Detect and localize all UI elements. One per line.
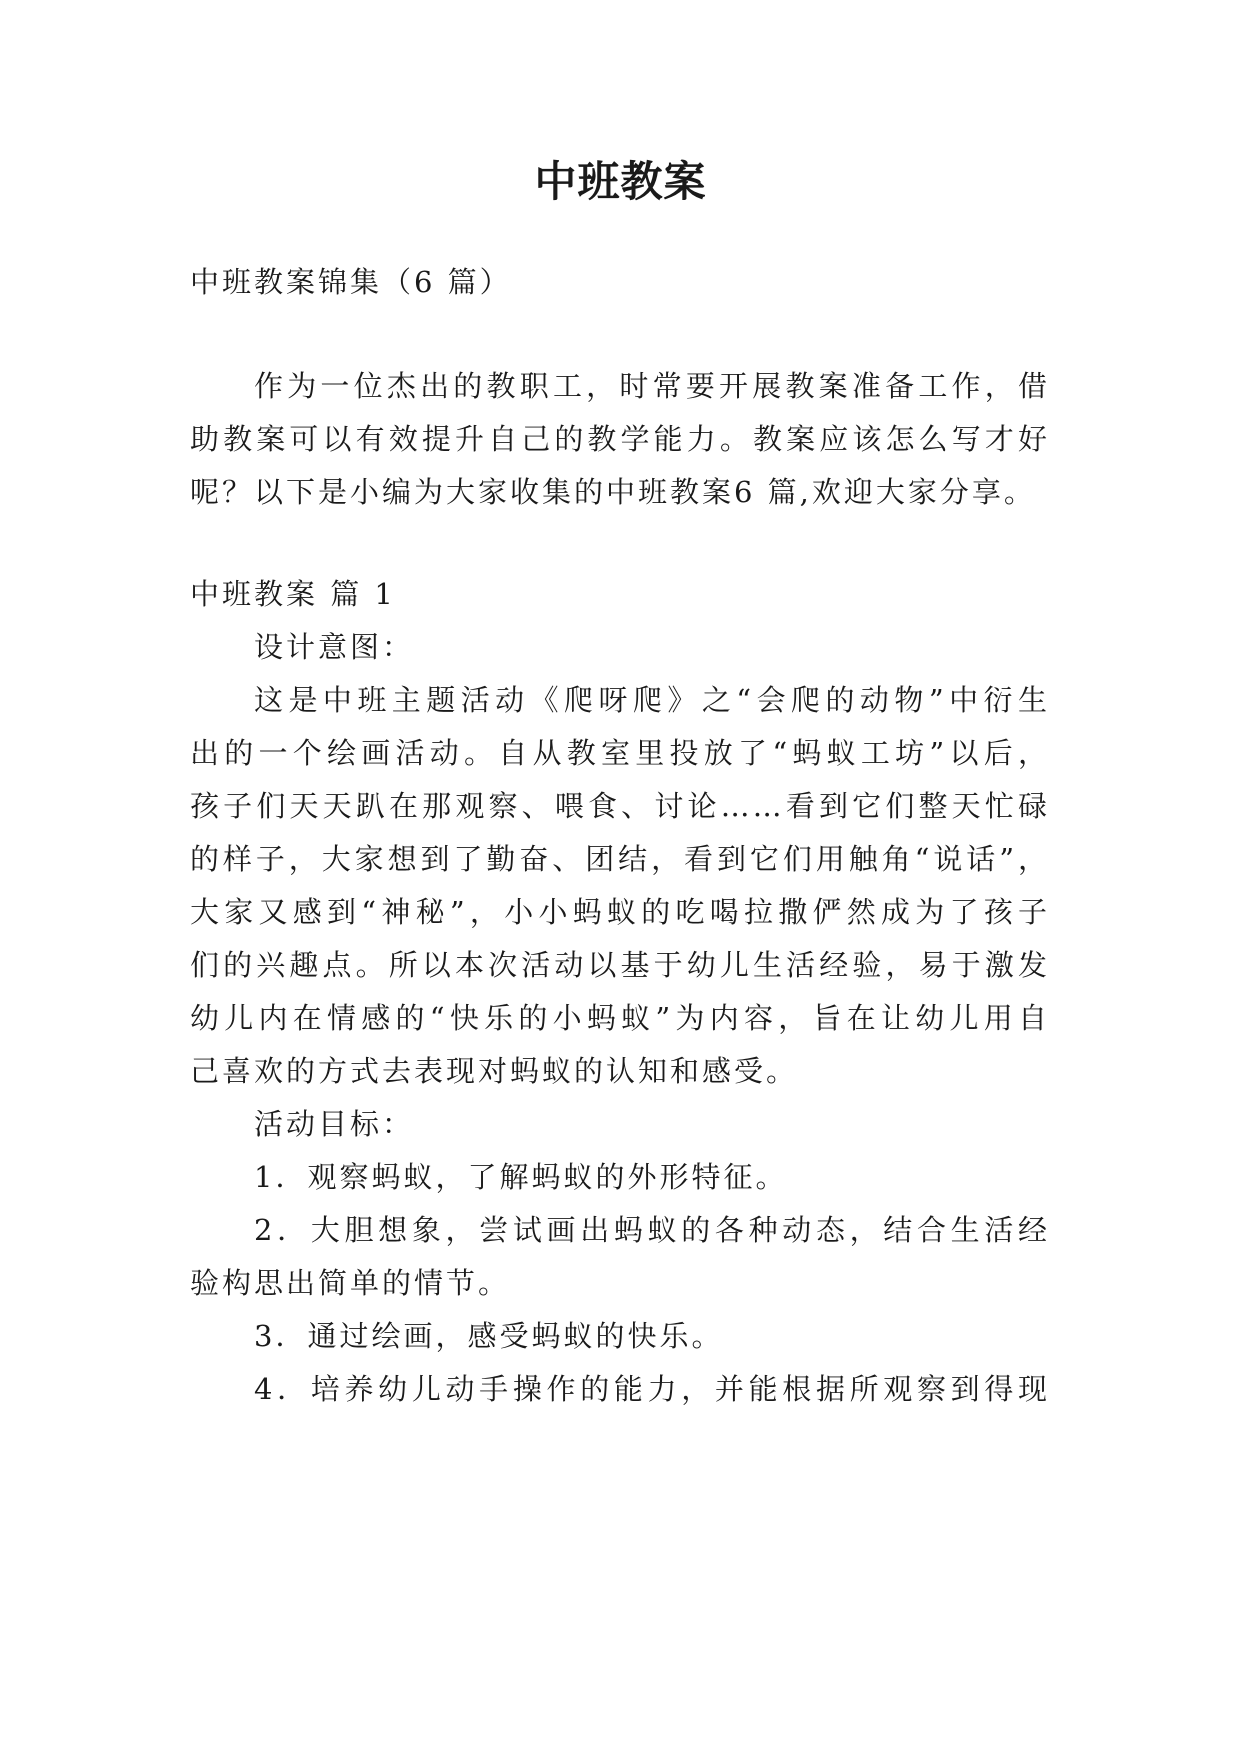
design-intent-line: 大家又感到“神秘”，小小蚂蚁的吃喝拉撒俨然成为了孩子: [190, 895, 1050, 929]
design-intent-line: 出的一个绘画活动。自从教室里投放了“蚂蚁工坊”以后，: [190, 736, 1050, 770]
goal-item-1: 1．观察蚂蚁，了解蚂蚁的外形特征。: [254, 1160, 788, 1194]
design-intent-line: 孩子们天天趴在那观察、喂食、讨论……看到它们整天忙碌: [190, 789, 1050, 823]
intro-line: 作为一位杰出的教职工，时常要开展教案准备工作，借: [254, 369, 1050, 403]
design-intent-line: 们的兴趣点。所以本次活动以基于幼儿生活经验，易于激发: [190, 948, 1050, 982]
design-intent-line: 的样子，大家想到了勤奋、团结，看到它们用触角“说话”，: [190, 842, 1050, 876]
design-intent-line: 幼儿内在情感的“快乐的小蚂蚁”为内容，旨在让幼儿用自: [190, 1001, 1050, 1035]
activity-goals-label: 活动目标：: [254, 1107, 415, 1141]
intro-line: 助教案可以有效提升自己的教学能力。教案应该怎么写才好: [190, 422, 1050, 456]
section-heading: 中班教案 篇 1: [190, 577, 396, 611]
goal-item-3: 3．通过绘画，感受蚂蚁的快乐。: [254, 1319, 724, 1353]
goal-item-4: 4．培养幼儿动手操作的能力，并能根据所观察到得现: [254, 1372, 1050, 1406]
design-intent-line: 这是中班主题活动《爬呀爬》之“会爬的动物”中衍生: [254, 683, 1050, 717]
intro-line: 呢？以下是小编为大家收集的中班教案6 篇,欢迎大家分享。: [190, 475, 1036, 509]
design-intent-label: 设计意图：: [254, 630, 415, 664]
goal-item-2: 2．大胆想象，尝试画出蚂蚁的各种动态，结合生活经: [254, 1213, 1050, 1247]
design-intent-line: 己喜欢的方式去表现对蚂蚁的认知和感受。: [190, 1054, 799, 1088]
document-subtitle: 中班教案锦集（6 篇）: [190, 265, 512, 299]
document-title: 中班教案: [534, 157, 707, 206]
goal-item-2-continued: 验构思出简单的情节。: [190, 1266, 511, 1300]
